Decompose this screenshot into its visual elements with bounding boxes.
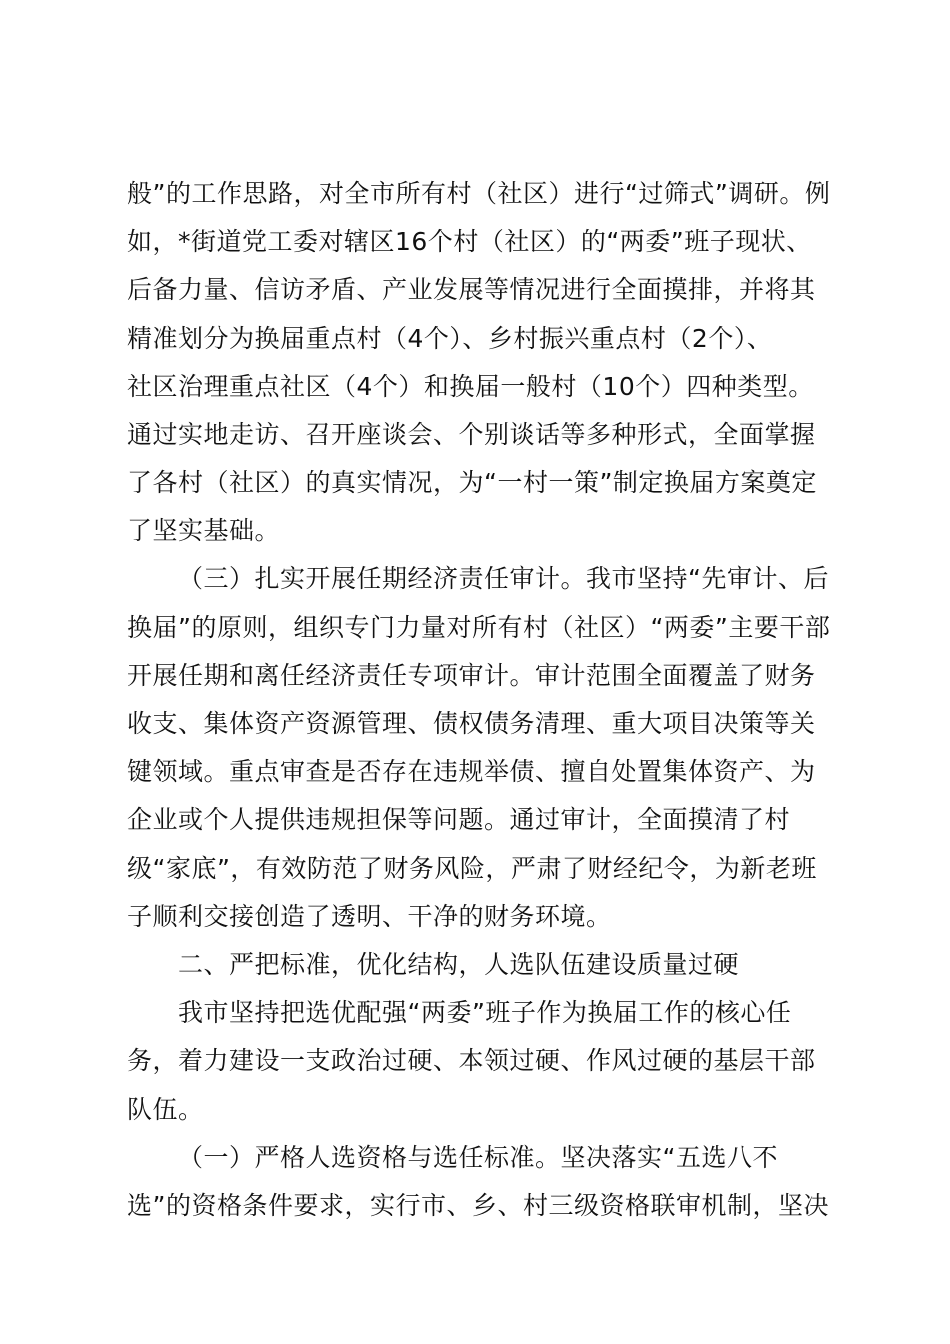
paragraph-line: 企业或个人提供违规担保等问题。通过审计，全面摸清了村: [127, 805, 791, 834]
paragraph-line: 收支、集体资产资源管理、债权债务清理、重大项目决策等关: [127, 709, 816, 738]
section-paragraph-start: （一）严格人选资格与选任标准。坚决落实“五选八不: [178, 1143, 778, 1172]
paragraph-line: 级“家底”，有效防范了财务风险，严肃了财经纪令，为新老班: [127, 854, 817, 883]
paragraph-line: 了各村（社区）的真实情况，为“一村一策”制定换届方案奠定: [127, 468, 817, 497]
paragraph-line: 精准划分为换届重点村（4个）、乡村振兴重点村（2个）、: [127, 324, 773, 353]
paragraph-line: 队伍。: [127, 1095, 204, 1124]
paragraph-line: 务，着力建设一支政治过硬、本领过硬、作风过硬的基层干部: [127, 1046, 816, 1075]
paragraph-line: 后备力量、信访矛盾、产业发展等情况进行全面摸排，并将其: [127, 275, 816, 304]
section-paragraph-start: （三）扎实开展任期经济责任审计。我市坚持“先审计、后: [178, 564, 829, 593]
paragraph-line: 开展任期和离任经济责任专项审计。审计范围全面覆盖了财务: [127, 661, 816, 690]
section-heading: 二、严把标准，优化结构，人选队伍建设质量过硬: [178, 950, 740, 979]
paragraph-line: 子顺利交接创造了透明、干净的财务环境。: [127, 902, 612, 931]
paragraph-line: 键领域。重点审查是否存在违规举债、擅自处置集体资产、为: [127, 757, 816, 786]
paragraph-line: 换届”的原则，组织专门力量对所有村（社区）“两委”主要干部: [127, 613, 831, 642]
paragraph-line: 了坚实基础。: [127, 516, 281, 545]
paragraph-line: 般”的工作思路，对全市所有村（社区）进行“过筛式”调研。例: [127, 179, 831, 208]
paragraph-line: 选”的资格条件要求，实行市、乡、村三级资格联审机制，坚决: [127, 1191, 829, 1220]
paragraph-line: 如，*街道党工委对辖区16个村（社区）的“两委”班子现状、: [127, 227, 812, 256]
paragraph-line: 通过实地走访、召开座谈会、个别谈话等多种形式，全面掌握: [127, 420, 816, 449]
paragraph-start: 我市坚持把选优配强“两委”班子作为换届工作的核心任: [178, 998, 792, 1027]
paragraph-line: 社区治理重点社区（4个）和换届一般村（10个）四种类型。: [127, 372, 814, 401]
